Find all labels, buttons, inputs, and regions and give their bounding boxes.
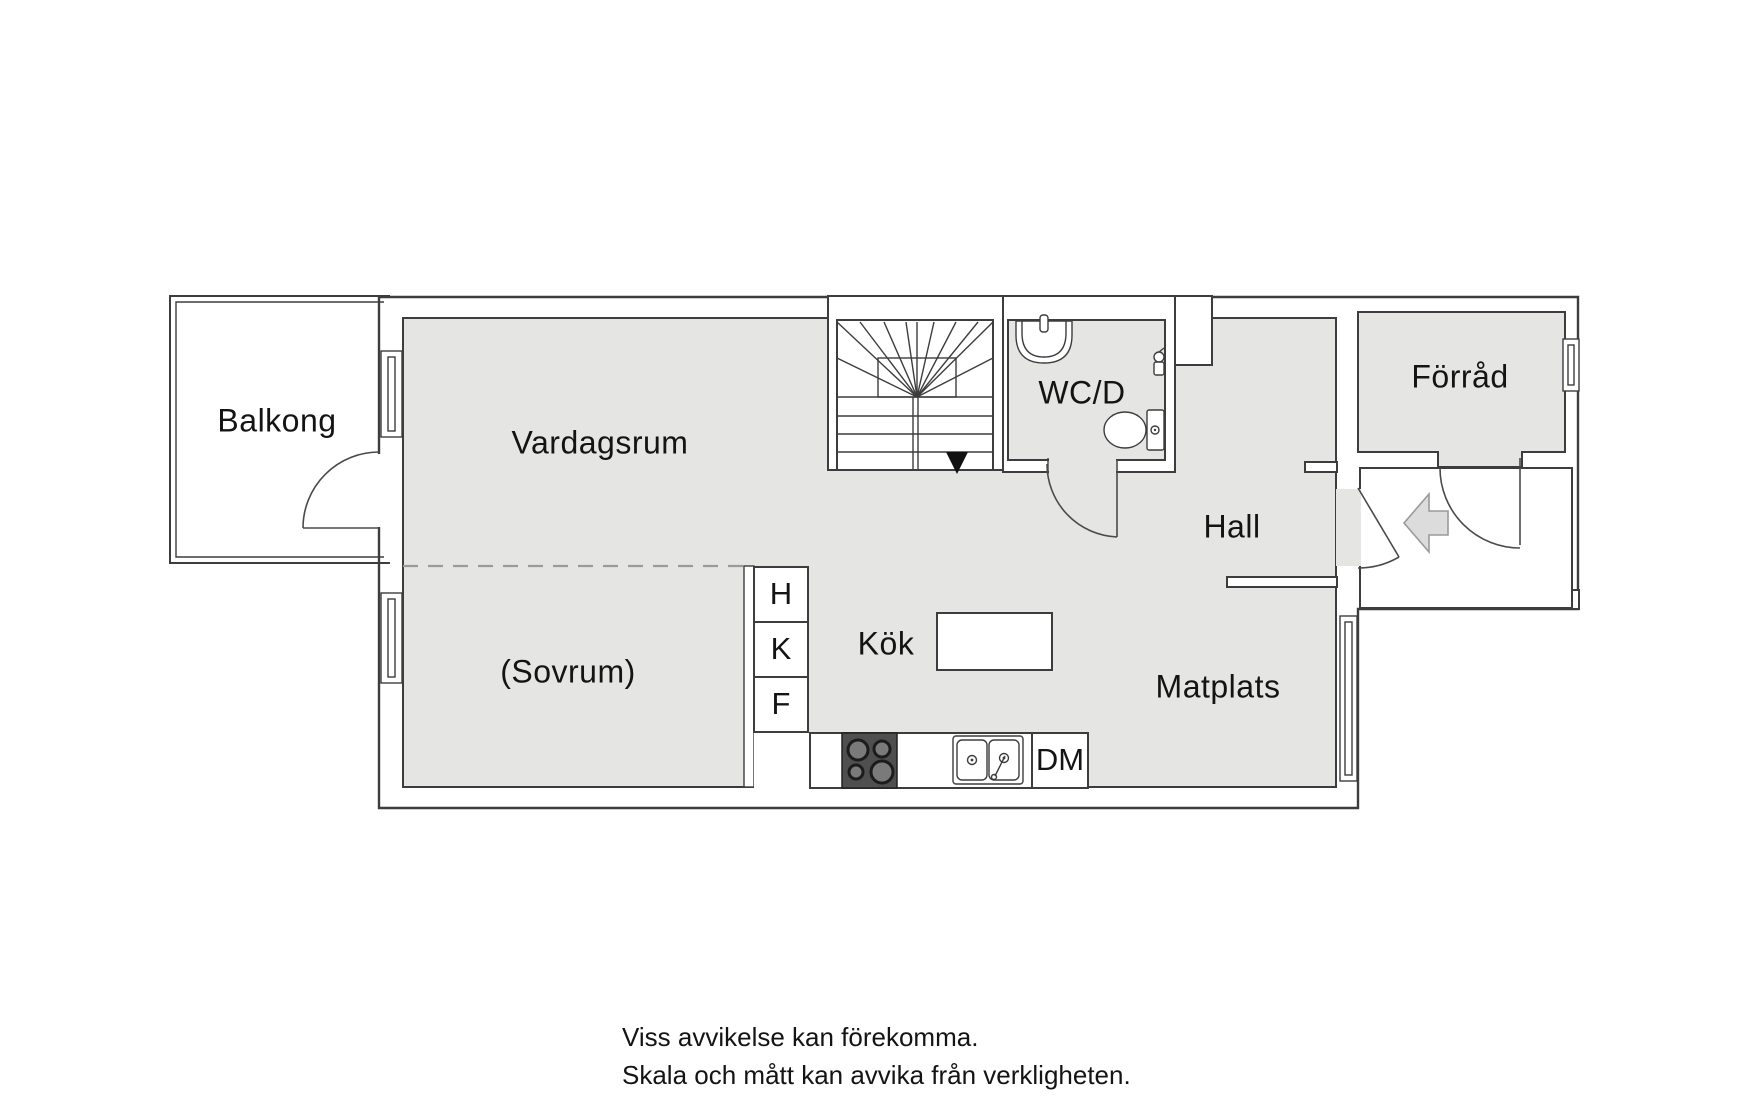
- room-label-hall: Hall: [1203, 508, 1261, 545]
- room-label-wcd: WC/D: [1038, 374, 1126, 411]
- hall-door-opening: [1336, 489, 1361, 566]
- room-label-sovrum: (Sovrum): [500, 653, 636, 690]
- room-label-matplats: Matplats: [1155, 668, 1281, 705]
- wc-door-opening: [1049, 455, 1116, 474]
- window-storage-icon: [1563, 339, 1579, 391]
- room-label-balkong: Balkong: [217, 402, 337, 439]
- room-label-forrad: Förråd: [1411, 358, 1509, 395]
- unit-label-h: H: [769, 576, 793, 611]
- unit-label-f: F: [771, 686, 791, 721]
- kitchen-island: [937, 613, 1052, 670]
- window-bedroom-icon: [381, 593, 402, 683]
- disclaimer-line-2: Skala och mått kan avvika från verkligheten.: [622, 1060, 1131, 1090]
- disclaimer-line-1: Viss avvikelse kan förekomma.: [622, 1022, 979, 1052]
- entrance-floor: [1360, 468, 1572, 608]
- duct-wall: [1175, 296, 1212, 365]
- stove-icon: [842, 733, 897, 788]
- room-label-vardagsrum: Vardagsrum: [511, 424, 689, 461]
- unit-label-k: K: [770, 631, 792, 666]
- toilet-icon: [1104, 410, 1164, 450]
- kitchen-corner: [754, 732, 812, 789]
- unit-label-dm: DM: [1035, 742, 1085, 777]
- wall-stub-lower: [1227, 577, 1337, 587]
- room-label-kok: Kök: [857, 625, 915, 662]
- window-diningroom-icon: [1340, 616, 1357, 781]
- balcony-door: [303, 452, 402, 528]
- kitchen-wall-band: [744, 566, 754, 787]
- kitchen-sink-icon: [953, 736, 1023, 784]
- staircase: [837, 320, 993, 474]
- wall-stub-upper: [1305, 462, 1337, 472]
- window-livingroom-icon: [381, 351, 402, 437]
- wc-sink-icon: [1016, 315, 1072, 363]
